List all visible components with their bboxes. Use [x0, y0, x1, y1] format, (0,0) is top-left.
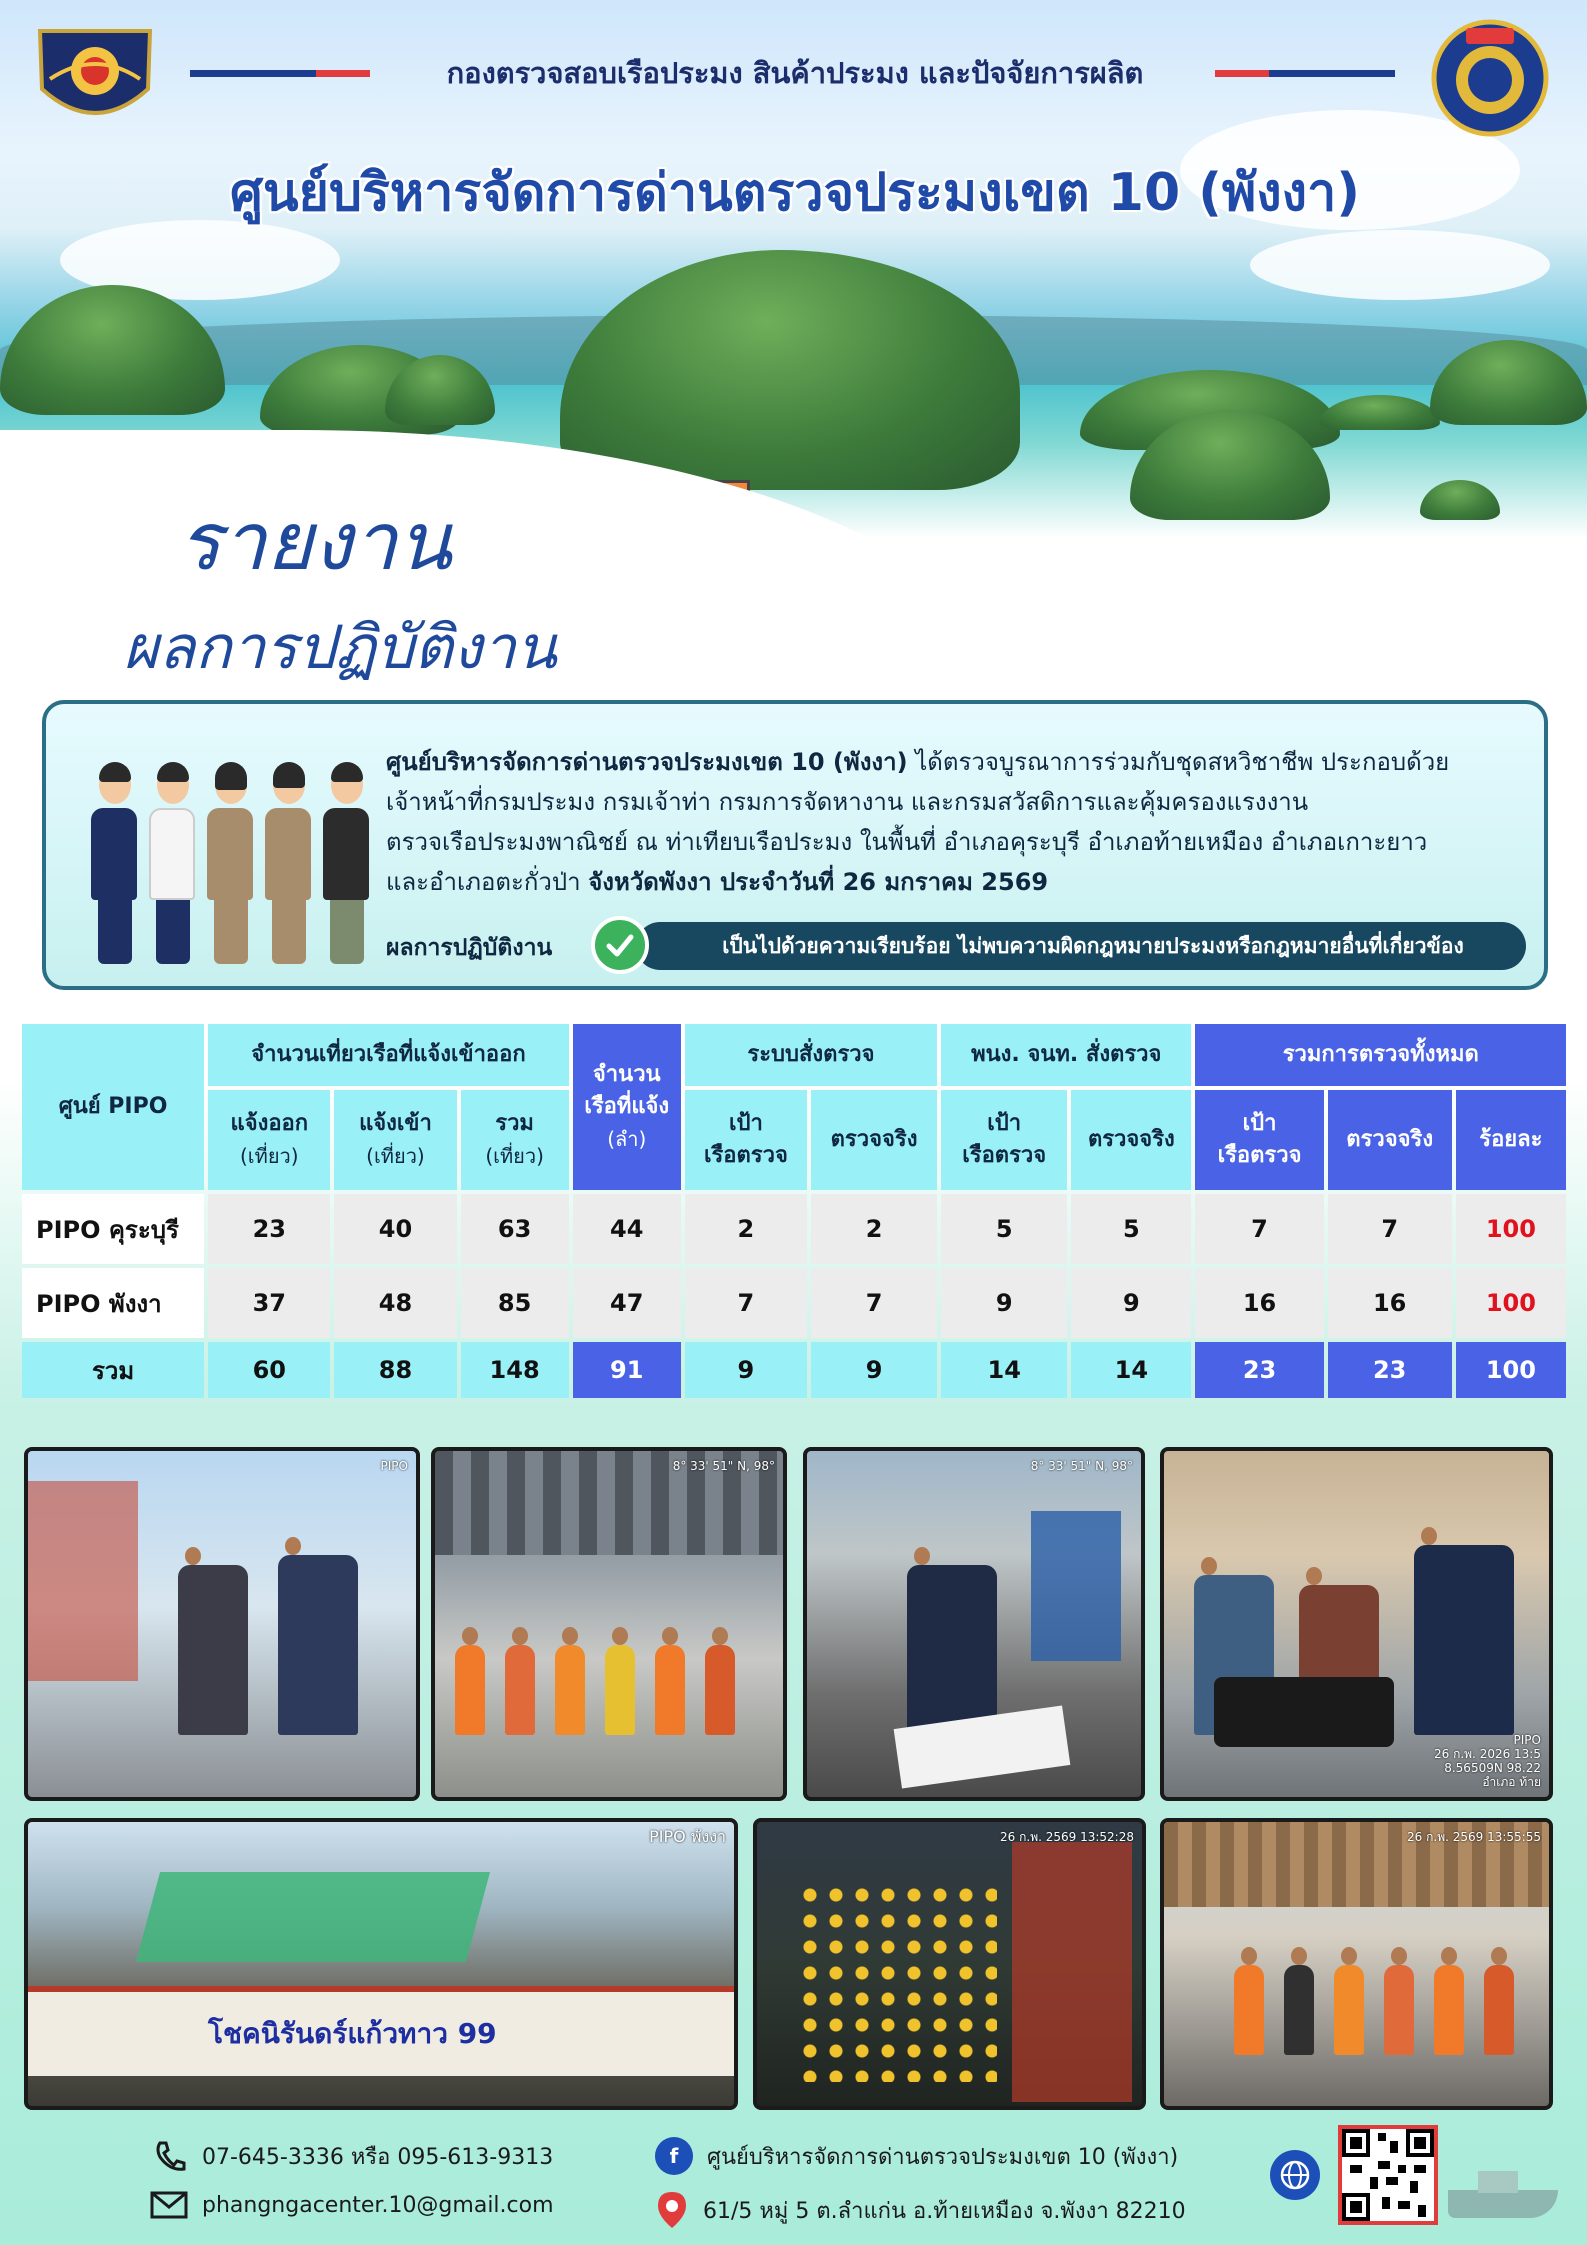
result-label: ผลการปฏิบัติงาน [386, 935, 553, 961]
col-sum-label: รวม [495, 1111, 534, 1136]
info-line1: ได้ตรวจบูรณาการร่วมกับชุดสหวิชาชีพ ประกอบด้วย [907, 748, 1450, 776]
cell-in: 40 [334, 1194, 456, 1264]
total-tot-actual: 23 [1328, 1342, 1452, 1398]
col-out-header [208, 1090, 330, 1190]
fishery-inspection-logo [20, 18, 170, 138]
cell-off-actual: 5 [1071, 1194, 1191, 1264]
cell-out: 37 [208, 1268, 330, 1338]
globe-icon[interactable] [1270, 2150, 1320, 2200]
photo-crew-group [1160, 1818, 1553, 2110]
tot-target-line1: เป้า [1242, 1111, 1277, 1136]
facebook-text[interactable]: ศูนย์บริหารจัดการด่านตรวจประมงเขต 10 (พังงา) [707, 2144, 1179, 2170]
boats-header [573, 1024, 681, 1190]
total-off-actual: 14 [1071, 1342, 1191, 1398]
phone-text: 07-645-3336 หรือ 095-613-9313 [202, 2144, 554, 2170]
cell-tot-target: 7 [1195, 1194, 1323, 1264]
group-officer-header: พนง. จนท. สั่งตรวจ [941, 1024, 1191, 1086]
qr-code[interactable] [1338, 2125, 1438, 2225]
photo6-stamp: 26 ก.พ. 2569 13:52:28 [1000, 1830, 1134, 1844]
photo-officer-inspection [803, 1447, 1145, 1801]
row-name: PIPO พังงา [22, 1268, 204, 1338]
col-sys-target-header [685, 1090, 807, 1190]
table-row [22, 1268, 1566, 1338]
inspection-table [18, 1020, 1570, 1402]
mail-icon [150, 2190, 188, 2220]
location-pin-icon [655, 2190, 689, 2230]
photo5-stamp: PIPO พังงา [649, 1827, 726, 1846]
col-in-label: แจ้งเข้า [359, 1111, 432, 1136]
report-title: รายงาน [178, 495, 452, 588]
photo4-stamp [1434, 1733, 1541, 1789]
photo-paperwork [1160, 1447, 1553, 1801]
cell-percent: 100 [1456, 1268, 1566, 1338]
total-in: 88 [334, 1342, 456, 1398]
col-center-header: ศูนย์ PIPO [22, 1024, 204, 1190]
cell-tot-target: 16 [1195, 1268, 1323, 1338]
col-percent-header: ร้อยละ [1456, 1090, 1566, 1190]
boat-hull-name: โชคนิรันดร์แก้วทาว 99 [208, 2017, 497, 2050]
photo4-stamp-line2: 26 ก.พ. 2026 13:5 [1433, 1747, 1541, 1761]
total-off-target: 14 [941, 1342, 1067, 1398]
col-out-unit: (เที่ยว) [240, 1144, 299, 1168]
photo7-stamp: 26 ก.พ. 2569 13:55:55 [1407, 1830, 1541, 1844]
cell-sys-target: 7 [685, 1268, 807, 1338]
table-total-row [22, 1342, 1566, 1398]
group-system-header: ระบบสั่งตรวจ [685, 1024, 937, 1086]
footer-facebook [655, 2137, 1178, 2175]
info-paragraph [386, 742, 1526, 902]
tot-target-line2: เรือตรวจ [1217, 1143, 1302, 1168]
info-panel [42, 700, 1548, 990]
photo-crew-lineup [431, 1447, 787, 1801]
off-target-line2: เรือตรวจ [962, 1143, 1047, 1168]
cell-boats: 47 [573, 1268, 681, 1338]
facebook-icon: f [655, 2137, 693, 2175]
col-tot-target-header [1195, 1090, 1323, 1190]
col-off-actual-header: ตรวจจริง [1071, 1090, 1191, 1190]
boats-header-unit: (ลำ) [607, 1127, 647, 1151]
cell-sys-actual: 7 [811, 1268, 937, 1338]
photo4-stamp-line1: PIPO [1513, 1733, 1541, 1747]
total-sys-actual: 9 [811, 1342, 937, 1398]
footer-email [150, 2190, 554, 2220]
cell-boats: 44 [573, 1194, 681, 1264]
photo3-stamp: 8° 33' 51" N, 98° [1030, 1459, 1133, 1473]
staff-illustration [91, 759, 376, 964]
address-text: 61/5 หมู่ 5 ต.ลำแก่น อ.ท้ายเหมือง จ.พังงา 82210 [703, 2198, 1186, 2224]
info-line4: และอำเภอตะกั่วป่า [386, 868, 589, 896]
sys-target-line2: เรือตรวจ [703, 1143, 788, 1168]
total-sum: 148 [461, 1342, 569, 1398]
cell-in: 48 [334, 1268, 456, 1338]
row-name: PIPO คุระบุรี [22, 1194, 204, 1264]
photo-fishing-nets [753, 1818, 1146, 2110]
sys-target-line1: เป้า [728, 1111, 763, 1136]
boats-header-line1: จำนวน [592, 1062, 661, 1087]
col-in-header [334, 1090, 456, 1190]
cell-sys-target: 2 [685, 1194, 807, 1264]
header-rule-left [190, 70, 370, 77]
cell-sys-actual: 2 [811, 1194, 937, 1264]
total-sys-target: 9 [685, 1342, 807, 1398]
email-text[interactable]: phangngacenter.10@gmail.com [202, 2192, 554, 2218]
department-title: กองตรวจสอบเรือประมง สินค้าประมง และปัจจัยการผลิต [446, 56, 1144, 90]
group-total-header: รวมการตรวจทั้งหมด [1195, 1024, 1566, 1086]
cell-sum: 63 [461, 1194, 569, 1264]
info-date: จังหวัดพังงา ประจำวันที่ 26 มกราคม 2569 [588, 868, 1049, 896]
col-sum-unit: (เที่ยว) [485, 1144, 544, 1168]
cell-sum: 85 [461, 1268, 569, 1338]
cell-out: 23 [208, 1194, 330, 1264]
photo4-stamp-line3: 8.56509N 98.22 [1444, 1761, 1541, 1775]
boats-header-line2: เรือที่แจ้ง [584, 1094, 670, 1119]
info-line3: ตรวจเรือประมงพาณิชย์ ณ ท่าเทียบเรือประมง ในพื้นที่ อำเภอคุระบุรี อำเภอท้ายเหมือง อำเภอเกาะยาว [386, 828, 1428, 856]
center-title: ศูนย์บริหารจัดการด่านตรวจประมงเขต 10 (พังงา) [229, 163, 1361, 223]
cell-off-actual: 9 [1071, 1268, 1191, 1338]
cell-tot-actual: 7 [1328, 1194, 1452, 1264]
total-boats: 91 [573, 1342, 681, 1398]
info-lead: ศูนย์บริหารจัดการด่านตรวจประมงเขต 10 (พังงา) [386, 748, 908, 776]
total-label: รวม [22, 1342, 204, 1398]
result-row [386, 916, 1536, 976]
footer-boat-illustration [1448, 2165, 1568, 2225]
report-subtitle: ผลการปฏิบัติงาน [123, 613, 557, 683]
photo-fishing-boat [24, 1818, 738, 2110]
check-icon [591, 916, 649, 974]
col-sum-header [461, 1090, 569, 1190]
col-in-unit: (เที่ยว) [366, 1144, 425, 1168]
group-trips-header: จำนวนเที่ยวเรือที่แจ้งเข้าออก [208, 1024, 568, 1086]
photo2-stamp: 8° 33' 51" N, 98° [672, 1459, 775, 1473]
total-out: 60 [208, 1342, 330, 1398]
cell-off-target: 5 [941, 1194, 1067, 1264]
total-percent: 100 [1456, 1342, 1566, 1398]
cell-tot-actual: 16 [1328, 1268, 1452, 1338]
col-sys-actual-header: ตรวจจริง [811, 1090, 937, 1190]
cell-off-target: 9 [941, 1268, 1067, 1338]
cell-percent: 100 [1456, 1194, 1566, 1264]
footer-phone [150, 2137, 553, 2175]
col-out-label: แจ้งออก [230, 1111, 309, 1136]
phone-icon [150, 2137, 188, 2175]
off-target-line1: เป้า [987, 1111, 1022, 1136]
result-text: เป็นไปด้วยความเรียบร้อย ไม่พบความผิดกฎหมายประมงหรือกฎหมายอื่นที่เกี่ยวข้อง [636, 922, 1526, 970]
photo1-stamp: PIPO [380, 1459, 408, 1473]
department-of-fisheries-logo [1415, 18, 1565, 138]
photo-document-check [24, 1447, 420, 1801]
photo4-stamp-line4: อำเภอ ท้าย [1482, 1775, 1541, 1789]
footer-address [655, 2190, 1186, 2230]
col-off-target-header [941, 1090, 1067, 1190]
col-tot-actual-header: ตรวจจริง [1328, 1090, 1452, 1190]
info-line2: เจ้าหน้าที่กรมประมง กรมเจ้าท่า กรมการจัดหางาน และกรมสวัสดิการและคุ้มครองแรงงาน [386, 788, 1309, 816]
table-row [22, 1194, 1566, 1264]
total-tot-target: 23 [1195, 1342, 1323, 1398]
header-rule-right [1215, 70, 1395, 77]
